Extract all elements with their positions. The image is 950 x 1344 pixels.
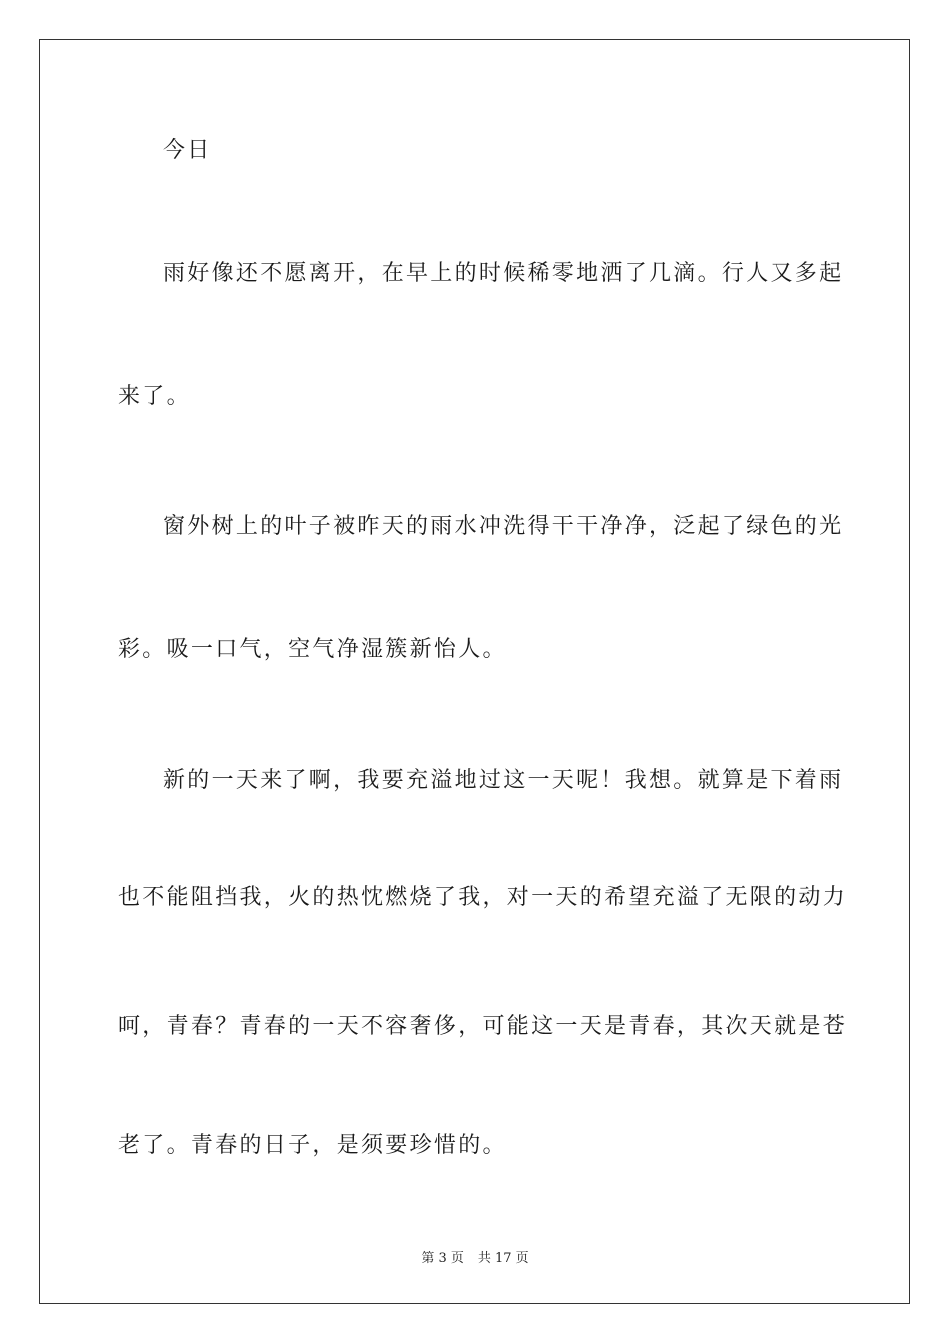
text-line: 彩。吸一口气，空气净湿簇新怡人。 xyxy=(118,637,507,662)
text-line: 来了。 xyxy=(118,384,191,409)
text-line: 也不能阻挡我，火的热忱燃烧了我，对一天的希望充溢了无限的动力 xyxy=(118,885,848,910)
page-total: 共 17 页 xyxy=(477,1251,529,1266)
text-line: 窗外树上的叶子被昨天的雨水冲洗得干干净净，泛起了绿色的光 xyxy=(163,514,844,539)
page-footer xyxy=(0,1247,950,1266)
text-line: 新的一天来了啊，我要充溢地过这一天呢！我想。就算是下着雨 xyxy=(163,768,844,793)
page-number: 第 3 页 xyxy=(421,1251,464,1266)
page-border xyxy=(39,39,910,1304)
text-line-heading: 今日 xyxy=(163,138,212,163)
text-line: 老了。青春的日子，是须要珍惜的。 xyxy=(118,1133,507,1158)
text-line: 雨好像还不愿离开，在早上的时候稀零地洒了几滴。行人又多起 xyxy=(163,261,844,286)
text-line: 呵，青春？青春的一天不容奢侈，可能这一天是青春，其次天就是苍 xyxy=(118,1014,848,1039)
